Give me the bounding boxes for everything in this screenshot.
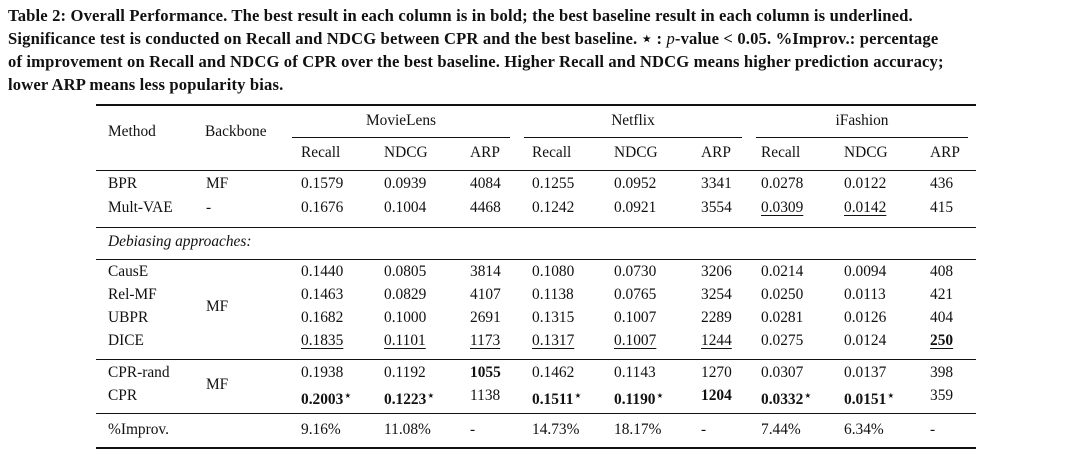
cell-dice-recall-0 <box>301 331 343 351</box>
cell-value: 0.0151 <box>844 391 887 408</box>
cell-value: 0.1007 <box>614 309 657 326</box>
cell-value: 415 <box>930 199 954 216</box>
cell-bpr-recall-3 <box>532 174 574 194</box>
cell-cpr-rand-arp-8 <box>930 363 953 383</box>
cell-value: 0.1007 <box>614 332 657 349</box>
header-metric-ndcg: NDCG <box>844 144 888 161</box>
cell-value: 0.0094 <box>844 263 887 280</box>
cell-ubpr-ndcg-7 <box>844 308 886 328</box>
header-metric-recall: Recall <box>532 144 572 161</box>
cell-cpr-recall-0 <box>301 386 351 410</box>
caption-line-2a: Significance test is conducted on Recall and NDCG between CPR and the best baseline. ⋆ : <box>8 29 667 48</box>
table-caption <box>8 4 1072 96</box>
cell-cpr-rand-arp-5 <box>701 363 732 383</box>
cell-improv-ndcg-1 <box>384 420 431 440</box>
backbone-dash-vae: - <box>206 199 212 216</box>
significance-star-icon: ⋆ <box>344 390 352 402</box>
header-metric-arp: ARP <box>470 144 500 161</box>
significance-star-icon: ⋆ <box>656 390 664 402</box>
significance-star-icon: ⋆ <box>887 390 895 402</box>
cell-value: 0.0952 <box>614 175 657 192</box>
cell-ubpr-recall-3 <box>532 308 574 328</box>
backbone-mf-debias: MF <box>206 298 229 315</box>
cell-value: 398 <box>930 364 954 381</box>
cell-value: 11.08% <box>384 421 431 438</box>
cell-cpr-recall-3 <box>532 386 581 410</box>
cell-improv-ndcg-7 <box>844 420 884 440</box>
significance-star-icon: ⋆ <box>574 390 582 402</box>
cell-dice-recall-3 <box>532 331 574 351</box>
cell-bpr-ndcg-7 <box>844 174 886 194</box>
cell-cpr-recall-6 <box>761 386 811 410</box>
cell-rel-mf-ndcg-4 <box>614 285 656 305</box>
cell-value: 0.1835 <box>301 332 344 349</box>
cell-value: 0.1138 <box>532 286 574 303</box>
cell-cpr-ndcg-4 <box>614 386 663 410</box>
header-dataset-ifashion: iFashion <box>835 112 889 129</box>
cell-cpr-ndcg-1 <box>384 386 434 410</box>
cell-value: 4468 <box>470 199 501 216</box>
cell-value: 0.0939 <box>384 175 427 192</box>
header-method: Method <box>108 123 156 140</box>
cell-value: 0.0250 <box>761 286 804 303</box>
cell-value: - <box>930 421 936 438</box>
cell-value: 0.1682 <box>301 309 344 326</box>
cell-cpr-ndcg-7 <box>844 386 894 410</box>
cell-rel-mf-recall-6 <box>761 285 803 305</box>
cell-mult-vae-arp-5 <box>701 198 732 218</box>
cell-value: 0.0829 <box>384 286 427 303</box>
cell-rel-mf-recall-0 <box>301 285 343 305</box>
cell-bpr-arp-8 <box>930 174 953 194</box>
performance-table <box>96 104 976 448</box>
header-metric-ndcg: NDCG <box>384 144 428 161</box>
cell-bpr-arp-2 <box>470 174 501 194</box>
ifashion-underline <box>756 137 968 138</box>
cell-improv-arp-8 <box>930 420 935 440</box>
header-metric-recall: Recall <box>301 144 341 161</box>
cell-value: 359 <box>930 387 954 404</box>
cell-value: - <box>470 421 476 438</box>
cell-value: 0.0281 <box>761 309 804 326</box>
cell-value: 0.2003 <box>301 391 344 408</box>
cell-cpr-rand-ndcg-7 <box>844 363 886 383</box>
cell-value: 0.0113 <box>844 286 886 303</box>
cell-value: 0.0122 <box>844 175 887 192</box>
backbone-mf-bpr: MF <box>206 175 229 192</box>
caption-line-1: Table 2: Overall Performance. The best result in each column is in bold; the best baseline result in each column is underlined. <box>8 6 913 25</box>
cell-value: 1173 <box>470 332 501 349</box>
cell-value: 0.1223 <box>384 391 427 408</box>
method-cause: CausE <box>108 263 149 280</box>
netflix-underline <box>524 137 742 138</box>
cell-bpr-ndcg-1 <box>384 174 426 194</box>
cell-value: 7.44% <box>761 421 801 438</box>
cell-value: 0.0805 <box>384 263 427 280</box>
cell-rel-mf-ndcg-1 <box>384 285 426 305</box>
cell-value: 0.0142 <box>844 199 887 216</box>
cell-dice-ndcg-4 <box>614 331 656 351</box>
bottom-rule <box>96 447 976 449</box>
cell-cpr-rand-recall-6 <box>761 363 803 383</box>
baseline-rule <box>96 227 976 228</box>
cell-bpr-recall-6 <box>761 174 803 194</box>
cell-cpr-rand-ndcg-4 <box>614 363 656 383</box>
cell-value: 0.0124 <box>844 332 887 349</box>
cell-value: 3341 <box>701 175 732 192</box>
cell-value: 0.1000 <box>384 309 427 326</box>
cell-value: 0.0126 <box>844 309 887 326</box>
cell-value: 0.1579 <box>301 175 344 192</box>
cell-rel-mf-arp-5 <box>701 285 732 305</box>
method-dice: DICE <box>108 332 144 349</box>
cell-value: 0.1255 <box>532 175 575 192</box>
cell-cause-arp-8 <box>930 262 953 282</box>
cell-rel-mf-arp-2 <box>470 285 501 305</box>
cell-mult-vae-recall-6 <box>761 198 803 218</box>
debias-rule <box>96 359 976 360</box>
cell-value: 0.0307 <box>761 364 804 381</box>
cell-value: 0.0765 <box>614 286 657 303</box>
cell-value: 4107 <box>470 286 501 303</box>
cell-dice-arp-8 <box>930 331 953 351</box>
header-metric-ndcg: NDCG <box>614 144 658 161</box>
method-mult-vae: Mult-VAE <box>108 199 173 216</box>
cell-value: 404 <box>930 309 954 326</box>
cell-improv-recall-0 <box>301 420 341 440</box>
cell-rel-mf-arp-8 <box>930 285 953 305</box>
cell-dice-arp-5 <box>701 331 732 351</box>
cell-dice-recall-6 <box>761 331 803 351</box>
cell-improv-recall-6 <box>761 420 801 440</box>
header-dataset-movielens: MovieLens <box>365 112 437 129</box>
cell-mult-vae-arp-8 <box>930 198 953 218</box>
cell-value: 0.1080 <box>532 263 575 280</box>
cell-cpr-arp-8 <box>930 386 953 406</box>
cell-improv-arp-2 <box>470 420 475 440</box>
section-rule <box>96 259 976 260</box>
header-metric-arp: ARP <box>930 144 960 161</box>
cell-value: 3206 <box>701 263 732 280</box>
cell-cpr-rand-ndcg-1 <box>384 363 426 383</box>
backbone-mf-cpr: MF <box>206 376 229 393</box>
caption-line-2b: -value < 0.05. %Improv.: percentage <box>674 29 939 48</box>
header-backbone: Backbone <box>205 123 267 140</box>
cell-value: 408 <box>930 263 954 280</box>
header-rule <box>96 170 976 171</box>
cell-value: 1204 <box>701 387 732 404</box>
method-bpr: BPR <box>108 175 138 192</box>
cell-value: 436 <box>930 175 954 192</box>
cell-ubpr-arp-5 <box>701 308 732 328</box>
header-metric-arp: ARP <box>701 144 731 161</box>
cell-value: 0.0309 <box>761 199 804 216</box>
cell-value: 421 <box>930 286 954 303</box>
cell-value: 1138 <box>470 387 501 404</box>
caption-line-4: lower ARP means less popularity bias. <box>8 75 284 94</box>
cell-value: 0.1511 <box>532 391 574 408</box>
header-dataset-netflix: Netflix <box>611 112 655 129</box>
method-cpr: CPR <box>108 387 138 404</box>
cell-value: 0.1242 <box>532 199 575 216</box>
cell-bpr-recall-0 <box>301 174 343 194</box>
cell-improv-arp-5 <box>701 420 706 440</box>
cell-dice-arp-2 <box>470 331 500 351</box>
cell-value: 6.34% <box>844 421 884 438</box>
cell-improv-ndcg-4 <box>614 420 661 440</box>
caption-line-3: of improvement on Recall and NDCG of CPR over the best baseline. Higher Recall and NDCG means higher prediction accuracy; <box>8 52 944 71</box>
cell-dice-ndcg-1 <box>384 331 426 351</box>
cell-bpr-ndcg-4 <box>614 174 656 194</box>
cell-value: 250 <box>930 332 954 349</box>
method-improv: %Improv. <box>108 421 169 438</box>
cell-value: 0.1440 <box>301 263 344 280</box>
cell-rel-mf-ndcg-7 <box>844 285 886 305</box>
header-metric-recall: Recall <box>761 144 801 161</box>
cell-value: 0.0214 <box>761 263 804 280</box>
cell-value: 2691 <box>470 309 501 326</box>
cell-rel-mf-recall-3 <box>532 285 574 305</box>
cell-ubpr-ndcg-4 <box>614 308 656 328</box>
cell-cpr-rand-arp-2 <box>470 363 501 383</box>
cell-cause-arp-5 <box>701 262 732 282</box>
cell-cause-recall-0 <box>301 262 343 282</box>
cell-value: 0.0137 <box>844 364 887 381</box>
cell-mult-vae-ndcg-4 <box>614 198 656 218</box>
cell-ubpr-arp-2 <box>470 308 501 328</box>
cell-value: 0.1463 <box>301 286 344 303</box>
cell-value: 0.0278 <box>761 175 804 192</box>
cell-value: 0.1315 <box>532 309 575 326</box>
cell-value: 0.0921 <box>614 199 657 216</box>
cell-mult-vae-arp-2 <box>470 198 501 218</box>
cell-cpr-arp-5 <box>701 386 732 406</box>
cell-value: 0.1143 <box>614 364 656 381</box>
cell-value: 0.1190 <box>614 391 656 408</box>
caption-line-2 <box>8 27 1072 50</box>
cell-improv-recall-3 <box>532 420 579 440</box>
cell-value: 1055 <box>470 364 501 381</box>
cell-cpr-rand-recall-0 <box>301 363 343 383</box>
cell-bpr-arp-5 <box>701 174 732 194</box>
cell-value: 0.0275 <box>761 332 804 349</box>
cell-cause-ndcg-1 <box>384 262 426 282</box>
cell-value: 0.1462 <box>532 364 575 381</box>
section-label: Debiasing approaches: <box>108 233 252 250</box>
cell-value: 3254 <box>701 286 732 303</box>
cell-cause-recall-3 <box>532 262 574 282</box>
cell-value: 9.16% <box>301 421 341 438</box>
method-rel-mf: Rel-MF <box>108 286 157 303</box>
cell-value: 0.1676 <box>301 199 344 216</box>
cell-value: 14.73% <box>532 421 580 438</box>
cell-cause-recall-6 <box>761 262 803 282</box>
cell-ubpr-ndcg-1 <box>384 308 426 328</box>
method-ubpr: UBPR <box>108 309 149 326</box>
cell-ubpr-arp-8 <box>930 308 953 328</box>
cell-cpr-arp-2 <box>470 386 500 406</box>
cell-dice-ndcg-7 <box>844 331 886 351</box>
cell-value: 0.1317 <box>532 332 575 349</box>
cell-cause-ndcg-7 <box>844 262 886 282</box>
movielens-underline <box>292 137 510 138</box>
cell-value: - <box>701 421 707 438</box>
cell-value: 4084 <box>470 175 501 192</box>
cell-cpr-rand-recall-3 <box>532 363 574 383</box>
cell-value: 0.1938 <box>301 364 344 381</box>
cell-mult-vae-ndcg-1 <box>384 198 426 218</box>
significance-star-icon: ⋆ <box>427 390 435 402</box>
cell-cause-ndcg-4 <box>614 262 656 282</box>
cell-cause-arp-2 <box>470 262 501 282</box>
cell-mult-vae-recall-3 <box>532 198 574 218</box>
cell-value: 0.1192 <box>384 364 426 381</box>
cell-value: 2289 <box>701 309 732 326</box>
cell-value: 18.17% <box>614 421 662 438</box>
top-rule <box>96 104 976 106</box>
cell-mult-vae-ndcg-7 <box>844 198 886 218</box>
cell-value: 3554 <box>701 199 732 216</box>
cell-value: 1244 <box>701 332 732 349</box>
cell-value: 3814 <box>470 263 501 280</box>
significance-star-icon: ⋆ <box>804 390 812 402</box>
caption-p-italic: p <box>666 29 675 48</box>
cell-value: 0.1004 <box>384 199 427 216</box>
cell-ubpr-recall-6 <box>761 308 803 328</box>
cell-value: 0.0332 <box>761 391 804 408</box>
cell-mult-vae-recall-0 <box>301 198 343 218</box>
cell-value: 0.1101 <box>384 332 426 349</box>
cell-value: 1270 <box>701 364 732 381</box>
method-cpr-rand: CPR-rand <box>108 364 170 381</box>
cell-value: 0.0730 <box>614 263 657 280</box>
cpr-rule <box>96 413 976 414</box>
cell-ubpr-recall-0 <box>301 308 343 328</box>
